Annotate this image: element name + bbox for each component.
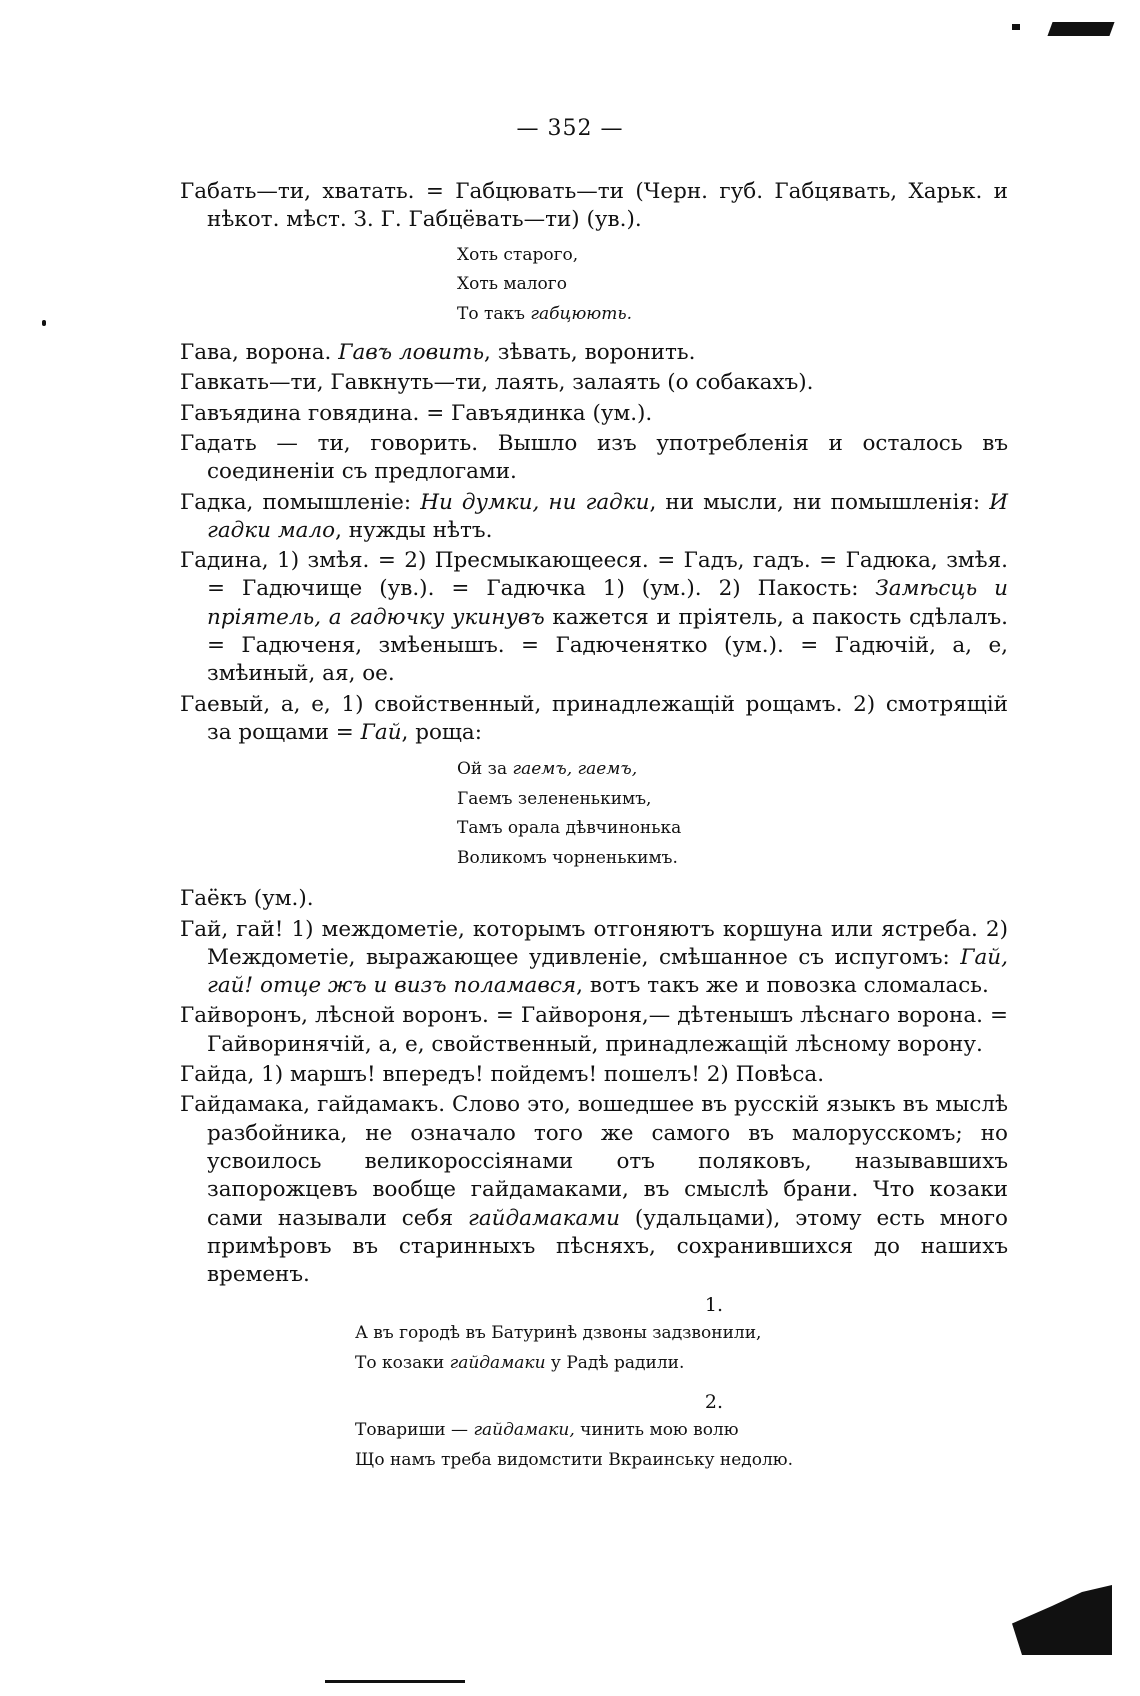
song-number-2: 2. bbox=[704, 1391, 724, 1414]
verse-line bbox=[355, 1349, 1008, 1379]
entry-gaida bbox=[180, 1061, 1008, 1089]
song-number-1: 1. bbox=[704, 1294, 724, 1317]
verse-line: Гаемъ зелененькимъ, bbox=[457, 788, 652, 809]
entry-text: , роща: bbox=[401, 719, 482, 745]
entry-example: Гай bbox=[360, 719, 402, 745]
verse-line: Хоть старого, bbox=[457, 244, 579, 265]
entry-text: , вотъ такъ же и повозка сломалась. bbox=[576, 973, 989, 999]
song-2 bbox=[180, 1416, 1008, 1475]
entry-text: Габать—ти, хватать. = Габцювать—ти (Черн. губ. Габцявать, Харьк. и нѣкот. мѣст. З. Г. Габцёвать—ти) (ув.). bbox=[180, 179, 1008, 233]
verse-text: То такъ bbox=[457, 303, 531, 324]
entry-gaivoron bbox=[180, 1002, 1008, 1059]
verse-line bbox=[457, 755, 1008, 785]
verse-line bbox=[457, 300, 1008, 330]
entry-text: Гава, ворона. bbox=[180, 340, 339, 366]
verse-emphasis: гаемъ, гаемъ, bbox=[512, 759, 638, 780]
entry-text: , ни мысли, ни помышленія: bbox=[649, 489, 990, 515]
verse-text: у Радѣ радили. bbox=[545, 1352, 685, 1373]
scan-artifact-bottom-right bbox=[1012, 1585, 1112, 1655]
verse-line bbox=[355, 1416, 1008, 1446]
entry-text: Гавъядина говядина. = Гавъядинка (ум.). bbox=[180, 400, 653, 426]
verse-gaem bbox=[180, 755, 1008, 873]
entry-text: (удальцами), этому есть много примѣровъ въ старинныхъ пѣсняхъ, сохранившихся до нашихъ временъ. bbox=[207, 1205, 1008, 1288]
song-1 bbox=[180, 1319, 1008, 1378]
verse-line: Хоть малого bbox=[457, 274, 567, 295]
verse-emphasis: гайдамаки, bbox=[473, 1420, 575, 1441]
entry-text: Гайдамака, гайдамакъ. Слово это, вошедшее въ русскій языкъ въ мыслѣ разбойника, не означало того же самого въ малорусскомъ; но усвоилось великороссіянами отъ поляковъ, называвшихъ запорожцевъ вообще гайдамаками, въ смыслѣ брани. Что козаки сами называли себя bbox=[180, 1092, 1008, 1231]
verse-text: чинить мою волю bbox=[574, 1420, 739, 1441]
entry-gadka bbox=[180, 489, 1008, 546]
scan-artifact-bottom-line bbox=[325, 1680, 465, 1683]
entry-text: Гадка, помышленіе: bbox=[180, 489, 421, 515]
verse-text: Товариши — bbox=[355, 1420, 474, 1441]
entry-text: Гавкать—ти, Гавкнуть—ти, лаять, залаять (о собакахъ). bbox=[180, 370, 814, 396]
scan-artifact-top-right-dot bbox=[1012, 24, 1020, 30]
verse-text: То козаки bbox=[355, 1352, 450, 1373]
entry-example: Замѣсць и пріятель, а гадючку укинувъ bbox=[207, 576, 1008, 630]
entry-text: Гаёкъ (ум.). bbox=[180, 886, 314, 912]
entry-gai bbox=[180, 916, 1008, 1001]
entry-text: Гаевый, а, е, 1) свойственный, принадлежащій рощамъ. 2) смотрящій за рощами = bbox=[180, 691, 1008, 745]
verse-gabtsiuiut bbox=[180, 241, 1008, 330]
entry-text: , нужды нѣтъ. bbox=[335, 517, 493, 543]
dictionary-text bbox=[180, 178, 1008, 1485]
entry-text: Гадина, 1) змѣя. = 2) Пресмыкающееся. = Гадъ, гадъ. = Гадюка, змѣя. = Гадючище (ув.). = Гадючка 1) (ум.). 2) Пакость: bbox=[180, 548, 1008, 602]
verse-emphasis: габцюють. bbox=[530, 303, 633, 324]
entry-gaidamaka bbox=[180, 1091, 1008, 1289]
entry-example: И гадки мало bbox=[207, 489, 1008, 543]
entry-gaek bbox=[180, 885, 1008, 913]
entry-gaevyi bbox=[180, 691, 1008, 748]
entry-gavyadina bbox=[180, 400, 1008, 428]
entry-text: Гай, гай! 1) междометіе, которымъ отгоняютъ коршуна или ястреба. 2) Междометіе, выражающее удивленіе, смѣшанное съ испугомъ: bbox=[180, 916, 1008, 970]
verse-text: Ой за bbox=[457, 759, 513, 780]
entry-text: Гайворонъ, лѣсной воронъ. = Гайвороня,— дѣтенышъ лѣснаго ворона. = Гайворинячій, а, е, свойственный, принадлежащій лѣсному ворону. bbox=[180, 1003, 1008, 1057]
verse-line: Що намъ треба видомстити Вкраинську недолю. bbox=[355, 1449, 793, 1470]
verse-emphasis: гайдамаки bbox=[449, 1352, 546, 1373]
entry-text: , зѣвать, воронить. bbox=[484, 340, 696, 366]
entry-example: Гай, гай! отце жъ и визъ поламався bbox=[207, 944, 1008, 999]
entry-example: гайдамаками bbox=[467, 1205, 620, 1231]
entry-gadat bbox=[180, 430, 1008, 487]
entry-gavkat bbox=[180, 369, 1008, 397]
verse-line: Воликомъ чорненькимъ. bbox=[457, 847, 678, 868]
verse-line: А въ городѣ въ Батуринѣ дзвоны задзвонили, bbox=[355, 1323, 762, 1344]
entry-example: Ни думки, ни гадки bbox=[420, 489, 650, 515]
page-number: — 352 — bbox=[516, 116, 624, 141]
entry-gabat bbox=[180, 178, 1008, 235]
entry-text: Гайда, 1) маршъ! впередъ! пойдемъ! пошелъ! 2) Повѣса. bbox=[180, 1062, 825, 1088]
entry-gava bbox=[180, 339, 1008, 367]
verse-line: Тамъ орала дѣвчинонька bbox=[457, 818, 682, 839]
scan-artifact-top-right bbox=[1047, 22, 1114, 36]
scan-artifact-left-dot bbox=[42, 320, 46, 326]
entry-gadina bbox=[180, 547, 1008, 688]
entry-text: кажется и пріятель, а пакость сдѣлалъ. = Гадюченя, змѣенышъ. = Гадюченятко (ум.). = Гадючій, а, е, змѣиный, ая, ое. bbox=[207, 604, 1008, 687]
entry-example: Гавъ ловить bbox=[338, 340, 485, 366]
entry-text: Гадать — ти, говорить. Вышло изъ употребленія и осталось въ соединеніи съ предлогами. bbox=[180, 430, 1008, 485]
